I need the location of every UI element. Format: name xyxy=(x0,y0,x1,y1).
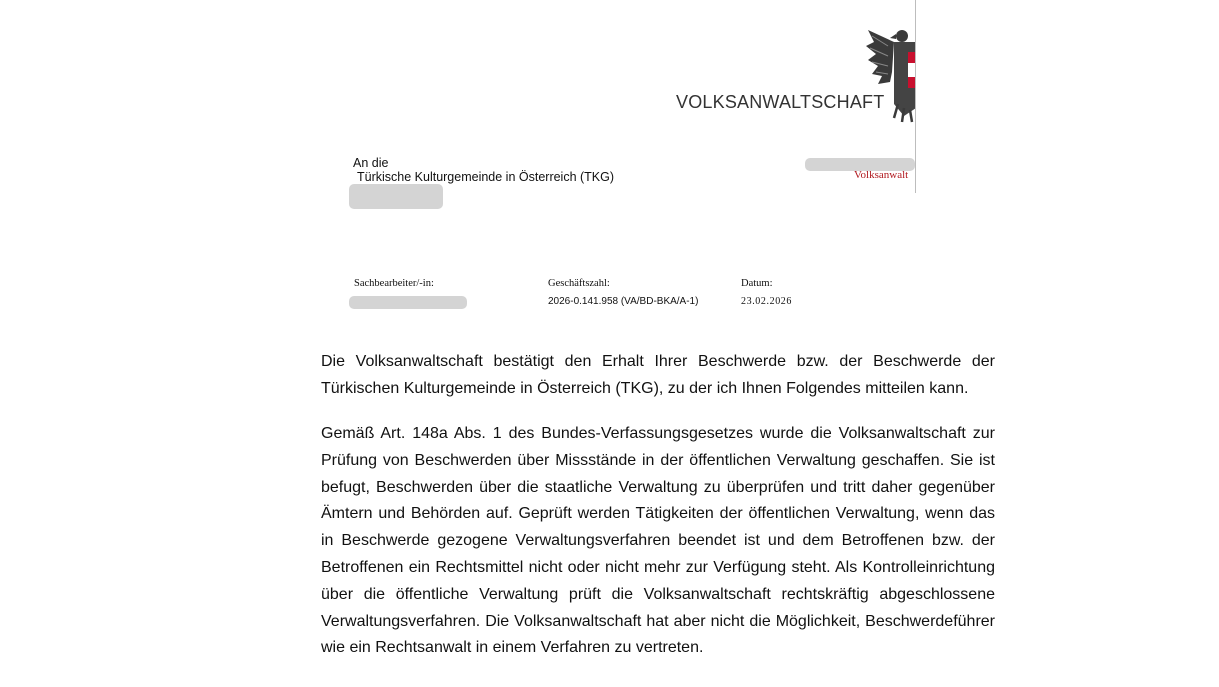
case-number-label: Geschäftszahl: xyxy=(548,278,610,289)
redacted-recipient-name xyxy=(349,184,443,209)
signer-title: Volksanwalt xyxy=(854,169,909,181)
clerk-label: Sachbearbeiter/-in: xyxy=(354,278,434,289)
recipient-line-2: Türkische Kulturgemeinde in Österreich (TKG) xyxy=(357,170,615,184)
paragraph-text: Die Volksanwaltschaft bestätigt den Erhalt Ihrer Beschwerde bzw. der Beschwerde der Türkischen Kulturgemeinde in Österreich (TKG), zu der ich Ihnen Folgendes mitteilen kann. xyxy=(321,353,995,397)
federal-eagle-emblem-icon xyxy=(864,12,916,124)
redacted-clerk-name xyxy=(349,296,467,309)
body-paragraph-1 xyxy=(321,349,995,403)
paragraph-text: Gemäß Art. 148a Abs. 1 des Bundes-Verfassungsgesetzes wurde die Volksanwaltschaft zur Prüfung von Beschwerden über Missstände in der öffentlichen Verwaltung geschaffen. Sie ist befugt, Beschwerden über die staatliche Verwaltung zu überprüfen und tritt daher gegenüber Ämtern und Behörden auf. Geprüft werden Tätigkeiten der öffentlichen Verwaltung, wenn das in Beschwerde gezogene Verwaltungsverfahren beendet ist und dem Betroffenen bzw. der Betroffenen ein Rechtsmittel nicht oder nicht mehr zur Verfügung steht. Als Kontrolleinrichtung über die öffentliche Verwaltung prüft die Volksanwaltschaft rechtskräftig abgeschlossene Verwaltungsverfahren. Die Volksanwaltschaft hat aber nicht die Möglichkeit, Beschwerdeführer wie ein Rechtsanwalt in einem Verfahren zu vertreten. xyxy=(321,425,995,657)
letterhead-divider xyxy=(915,0,916,193)
organization-logo-text: VOLKSANWALTSCHAFT xyxy=(676,92,885,112)
recipient-line-1: An die xyxy=(353,156,389,170)
body-paragraph-2 xyxy=(321,421,995,662)
date-value: 23.02.2026 xyxy=(741,296,792,307)
date-label: Datum: xyxy=(741,278,773,289)
recipient-address xyxy=(353,156,614,184)
case-number-value: 2026-0.141.958 (VA/BD-BKA/A-1) xyxy=(548,296,699,307)
